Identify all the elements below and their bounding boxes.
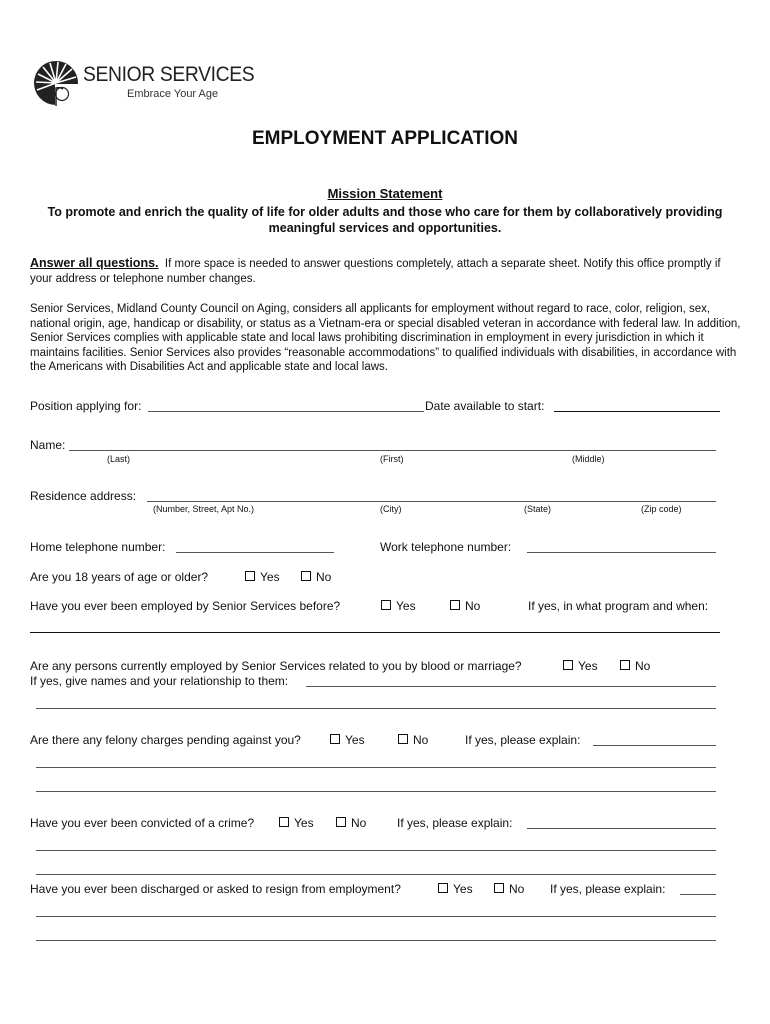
name-first-hint: (First) — [380, 454, 404, 464]
checkbox-icon[interactable] — [330, 734, 340, 744]
mission-heading: Mission Statement — [327, 186, 443, 201]
logo-name: SENIOR SERVICES — [83, 63, 255, 86]
felony-no-option[interactable]: No — [398, 733, 428, 747]
work-phone-label: Work telephone number: — [380, 540, 512, 554]
checkbox-icon[interactable] — [398, 734, 408, 744]
related-followup-label: If yes, give names and your relationship to them: — [30, 674, 289, 688]
address-city-hint: (City) — [380, 504, 402, 514]
convicted-yes-option[interactable]: Yes — [279, 816, 314, 830]
felony-followup-label: If yes, please explain: — [465, 733, 581, 747]
employed-yes-option[interactable]: Yes — [381, 599, 416, 613]
discharged-extra-line-2[interactable] — [36, 940, 716, 941]
convicted-extra-line-1[interactable] — [36, 850, 716, 851]
convicted-extra-line-2[interactable] — [36, 874, 716, 875]
related-yes-option[interactable]: Yes — [563, 659, 598, 673]
employed-followup-input[interactable] — [30, 632, 720, 633]
instructions-lead: Answer all questions. — [30, 256, 159, 270]
employed-followup-label: If yes, in what program and when: — [528, 599, 709, 613]
checkbox-icon[interactable] — [494, 883, 504, 893]
checkbox-icon[interactable] — [301, 571, 311, 581]
felony-extra-line-1[interactable] — [36, 767, 716, 768]
convicted-followup-label: If yes, please explain: — [397, 816, 513, 830]
checkbox-icon[interactable] — [620, 660, 630, 670]
address-zip-hint: (Zip code) — [641, 504, 682, 514]
address-label: Residence address: — [30, 489, 137, 503]
related-extra-line[interactable] — [36, 708, 716, 709]
instructions-text: If more space is needed to answer questions completely, attach a separate sheet. Notify this office promptly if your address or telephone number changes. — [30, 258, 721, 285]
checkbox-icon[interactable] — [381, 600, 391, 610]
felony-yes-option[interactable]: Yes — [330, 733, 365, 747]
discharged-question: Have you ever been discharged or asked to resign from employment? — [30, 882, 401, 896]
age-question: Are you 18 years of age or older? — [30, 570, 209, 584]
sunburst-logo-icon — [33, 60, 79, 106]
address-street-hint: (Number, Street, Apt No.) — [153, 504, 255, 514]
logo-tagline: Embrace Your Age — [127, 88, 219, 100]
home-phone-input[interactable] — [176, 552, 334, 553]
age-no-option[interactable]: No — [301, 570, 331, 584]
name-last-hint: (Last) — [107, 454, 131, 464]
discharged-yes-option[interactable]: Yes — [438, 882, 473, 896]
related-no-option[interactable]: No — [620, 659, 650, 673]
convicted-question: Have you ever been convicted of a crime? — [30, 816, 255, 830]
discharged-followup-label: If yes, please explain: — [550, 882, 666, 896]
checkbox-icon[interactable] — [438, 883, 448, 893]
name-label: Name: — [30, 438, 66, 452]
related-followup-input[interactable] — [306, 686, 716, 687]
name-middle-hint: (Middle) — [572, 454, 605, 464]
address-input[interactable] — [147, 501, 716, 502]
work-phone-input[interactable] — [527, 552, 716, 553]
checkbox-icon[interactable] — [245, 571, 255, 581]
checkbox-icon[interactable] — [450, 600, 460, 610]
form-title: EMPLOYMENT APPLICATION — [252, 128, 518, 149]
discharged-no-option[interactable]: No — [494, 882, 524, 896]
employed-before-question: Have you ever been employed by Senior Services before? — [30, 599, 341, 613]
home-phone-label: Home telephone number: — [30, 540, 166, 554]
date-available-input[interactable] — [554, 411, 720, 412]
mission-text: To promote and enrich the quality of life for older adults and those who care for them by collaboratively providing meaningful services and opportunities. — [47, 205, 723, 235]
checkbox-icon[interactable] — [336, 817, 346, 827]
checkbox-icon[interactable] — [279, 817, 289, 827]
policy-text: Senior Services, Midland County Council on Aging, considers all applicants for employment without regard to race, color, religion, sex, national origin, age, handicap or disability, or status as a Vietnam-era or special disabled veteran in accordance with federal law. In addition, Senior Services complies with applicable state and local laws prohibiting discrimination in employment in every jurisdiction in which it maintains facilities. Senior Services also provides “reasonable accommodations” to qualified individuals with disabilities, in accordance with the Americans with Disabilities Act and applicable state and local laws. — [30, 303, 741, 373]
age-yes-option[interactable]: Yes — [245, 570, 280, 584]
position-label: Position applying for: — [30, 399, 142, 413]
convicted-followup-input[interactable] — [527, 828, 716, 829]
date-available-label: Date available to start: — [425, 399, 545, 413]
felony-followup-input[interactable] — [593, 745, 716, 746]
checkbox-icon[interactable] — [563, 660, 573, 670]
felony-question: Are there any felony charges pending against you? — [30, 733, 301, 747]
instructions — [30, 256, 742, 286]
position-input[interactable] — [148, 411, 424, 412]
convicted-no-option[interactable]: No — [336, 816, 366, 830]
felony-extra-line-2[interactable] — [36, 791, 716, 792]
employed-no-option[interactable]: No — [450, 599, 480, 613]
address-state-hint: (State) — [524, 504, 552, 514]
related-question: Are any persons currently employed by Senior Services related to you by blood or marriage? — [30, 659, 522, 673]
name-input[interactable] — [69, 450, 716, 451]
discharged-extra-line-1[interactable] — [36, 916, 716, 917]
discharged-followup-input[interactable] — [680, 894, 716, 895]
